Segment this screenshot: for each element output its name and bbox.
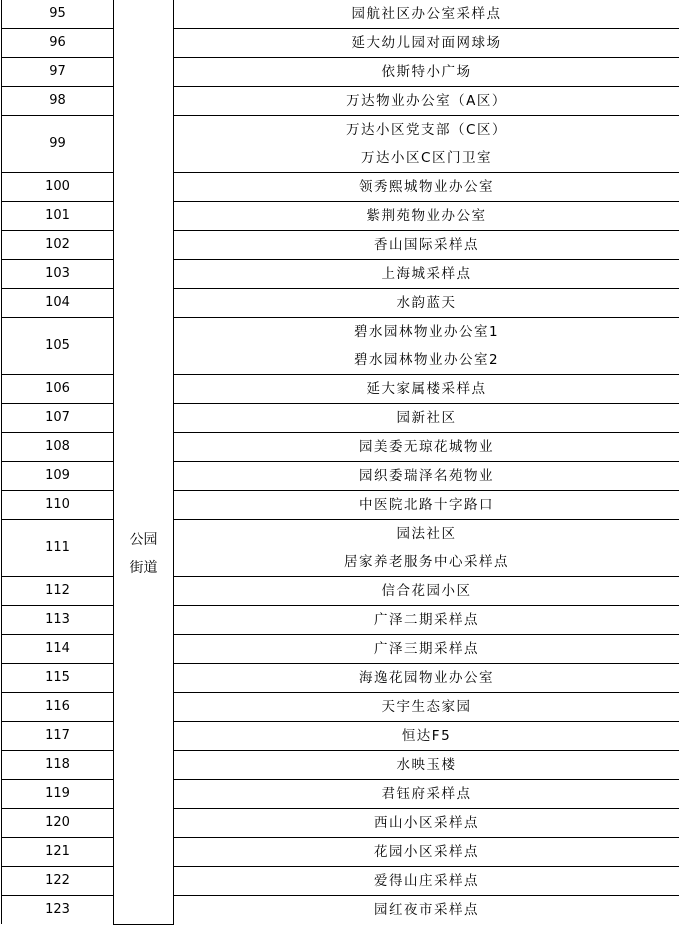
sampling-location	[174, 577, 679, 606]
location-line: 君钰府采样点	[174, 780, 679, 808]
location-line: 领秀熙城物业办公室	[174, 173, 679, 201]
sampling-location	[174, 635, 679, 664]
row-number: 113	[2, 606, 114, 635]
row-number: 123	[2, 896, 114, 925]
table-row	[2, 693, 679, 722]
row-number: 102	[2, 231, 114, 260]
row-number: 117	[2, 722, 114, 751]
district-cell	[114, 0, 174, 924]
table-row	[2, 58, 679, 87]
location-line: 紫荆苑物业办公室	[174, 202, 679, 230]
row-number: 116	[2, 693, 114, 722]
location-line: 碧水园林物业办公室2	[174, 346, 679, 374]
sampling-location	[174, 433, 679, 462]
location-line: 园红夜市采样点	[174, 896, 679, 924]
table-row	[2, 29, 679, 58]
table-row	[2, 867, 679, 896]
sampling-location	[174, 231, 679, 260]
location-line: 园航社区办公室采样点	[174, 0, 679, 28]
sampling-location	[174, 58, 679, 87]
table-row	[2, 520, 679, 577]
location-line: 恒达F5	[174, 722, 679, 750]
location-line: 万达小区C区门卫室	[174, 144, 679, 172]
location-line: 延大幼儿园对面网球场	[174, 29, 679, 57]
location-line: 天宇生态家园	[174, 693, 679, 721]
row-number: 104	[2, 289, 114, 318]
sampling-location	[174, 867, 679, 896]
table-row	[2, 577, 679, 606]
table-row	[2, 260, 679, 289]
location-line: 信合花园小区	[174, 577, 679, 605]
location-line: 海逸花园物业办公室	[174, 664, 679, 692]
row-number: 112	[2, 577, 114, 606]
sampling-location	[174, 202, 679, 231]
sampling-location	[174, 318, 679, 375]
sampling-location	[174, 606, 679, 635]
location-line: 居家养老服务中心采样点	[174, 548, 679, 576]
location-line: 园新社区	[174, 404, 679, 432]
location-line: 水映玉楼	[174, 751, 679, 779]
sampling-location	[174, 491, 679, 520]
location-line: 花园小区采样点	[174, 838, 679, 866]
table-row	[2, 433, 679, 462]
table-row	[2, 173, 679, 202]
sampling-location	[174, 809, 679, 838]
row-number: 122	[2, 867, 114, 896]
sampling-location	[174, 664, 679, 693]
sampling-location	[174, 0, 679, 29]
row-number: 95	[2, 0, 114, 29]
row-number: 103	[2, 260, 114, 289]
location-line: 园美委无琼花城物业	[174, 433, 679, 461]
row-number: 111	[2, 520, 114, 577]
table-row	[2, 0, 679, 29]
row-number: 99	[2, 116, 114, 173]
table-row	[2, 838, 679, 867]
sampling-location	[174, 896, 679, 925]
row-number: 114	[2, 635, 114, 664]
sampling-location	[174, 116, 679, 173]
table-row	[2, 635, 679, 664]
table-row	[2, 664, 679, 693]
sampling-location	[174, 87, 679, 116]
table-row	[2, 289, 679, 318]
location-line: 园织委瑞泽名苑物业	[174, 462, 679, 490]
location-line: 香山国际采样点	[174, 231, 679, 259]
sampling-location	[174, 838, 679, 867]
row-number: 101	[2, 202, 114, 231]
row-number: 97	[2, 58, 114, 87]
row-number: 115	[2, 664, 114, 693]
location-line: 西山小区采样点	[174, 809, 679, 837]
table-row	[2, 809, 679, 838]
location-line: 爱得山庄采样点	[174, 867, 679, 895]
sampling-location	[174, 29, 679, 58]
location-line: 万达小区党支部（C区）	[174, 116, 679, 144]
row-number: 109	[2, 462, 114, 491]
sampling-location	[174, 404, 679, 433]
row-number: 100	[2, 173, 114, 202]
sampling-location	[174, 722, 679, 751]
table-row	[2, 606, 679, 635]
sampling-location	[174, 462, 679, 491]
table-body	[2, 0, 679, 924]
location-line: 园法社区	[174, 520, 679, 548]
table-row	[2, 896, 679, 925]
row-number: 96	[2, 29, 114, 58]
table-row	[2, 462, 679, 491]
sampling-location	[174, 520, 679, 577]
row-number: 108	[2, 433, 114, 462]
table-row	[2, 780, 679, 809]
district-name: 公园街道	[129, 526, 159, 582]
row-number: 119	[2, 780, 114, 809]
row-number: 106	[2, 375, 114, 404]
table-row	[2, 722, 679, 751]
sampling-location	[174, 693, 679, 722]
row-number: 98	[2, 87, 114, 116]
location-line: 依斯特小广场	[174, 58, 679, 86]
table-row	[2, 202, 679, 231]
location-line: 万达物业办公室（A区）	[174, 87, 679, 115]
location-line: 中医院北路十字路口	[174, 491, 679, 519]
location-line: 广泽二期采样点	[174, 606, 679, 634]
row-number: 121	[2, 838, 114, 867]
table-row	[2, 116, 679, 173]
sampling-location	[174, 260, 679, 289]
sampling-points-table	[1, 0, 679, 925]
table-row	[2, 318, 679, 375]
location-line: 水韵蓝天	[174, 289, 679, 317]
row-number: 118	[2, 751, 114, 780]
table-row	[2, 404, 679, 433]
row-number: 105	[2, 318, 114, 375]
table-row	[2, 87, 679, 116]
table-row	[2, 375, 679, 404]
row-number: 120	[2, 809, 114, 838]
location-line: 碧水园林物业办公室1	[174, 318, 679, 346]
location-line: 延大家属楼采样点	[174, 375, 679, 403]
location-line: 上海城采样点	[174, 260, 679, 288]
table-row	[2, 751, 679, 780]
location-line: 广泽三期采样点	[174, 635, 679, 663]
table-row	[2, 231, 679, 260]
row-number: 107	[2, 404, 114, 433]
sampling-location	[174, 780, 679, 809]
sampling-location	[174, 751, 679, 780]
sampling-location	[174, 289, 679, 318]
row-number: 110	[2, 491, 114, 520]
sampling-location	[174, 375, 679, 404]
sampling-location	[174, 173, 679, 202]
table-row	[2, 491, 679, 520]
